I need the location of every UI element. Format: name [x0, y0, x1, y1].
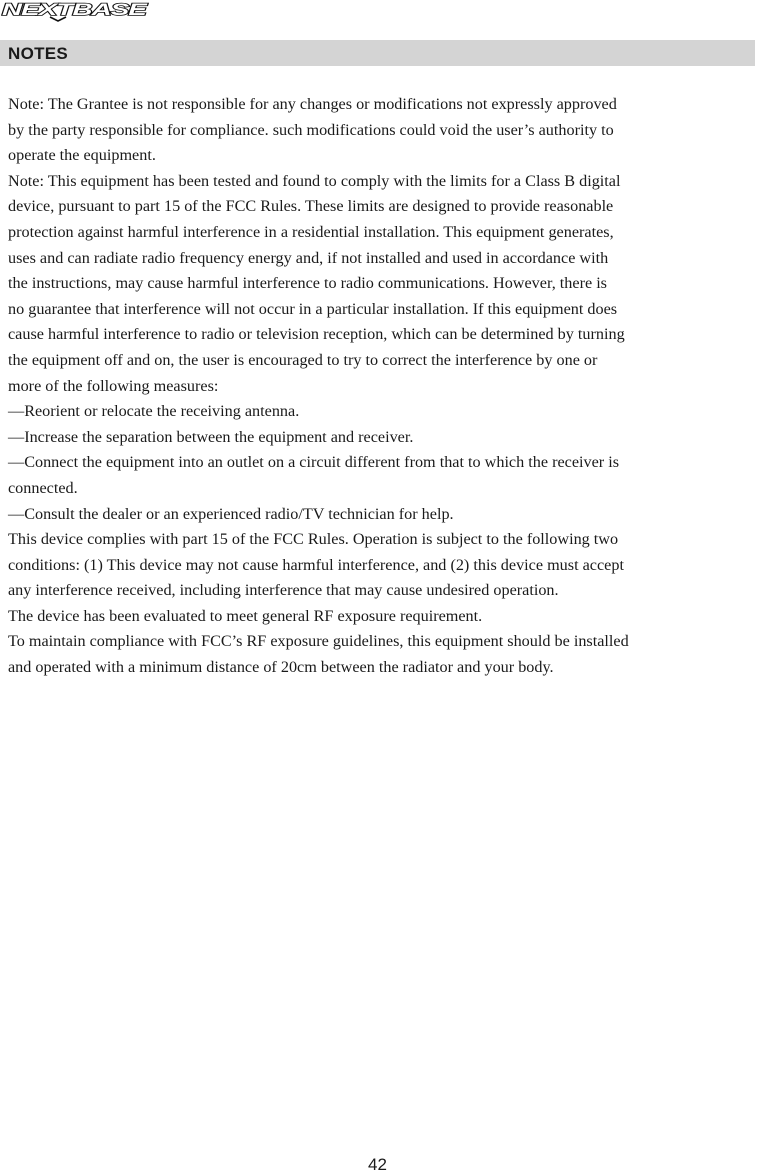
body-line: To maintain compliance with FCC’s RF exposure guidelines, this equipment should be installed	[8, 632, 629, 651]
body-line: This device complies with part 15 of the FCC Rules. Operation is subject to the following two	[8, 530, 619, 549]
nextbase-logo	[0, 0, 150, 22]
body-line: The device has been evaluated to meet general RF exposure requirement.	[8, 606, 483, 625]
measure-item: —Consult the dealer or an experienced radio/TV technician for help.	[8, 504, 454, 523]
page-number: 42	[368, 1155, 387, 1174]
body-line: conditions: (1) This device may not cause harmful interference, and (2) this device must accept	[8, 555, 624, 574]
body-line: Note: The Grantee is not responsible for any changes or modifications not expressly approved	[8, 95, 617, 113]
measure-item: connected.	[8, 478, 78, 497]
body-line: any interference received, including interference that may cause undesired operation.	[8, 581, 559, 600]
section-header-bar	[0, 40, 755, 66]
body-line: the instructions, may cause harmful interference to radio communications. However, there is	[8, 274, 607, 293]
measure-item: —Increase the separation between the equipment and receiver.	[8, 427, 414, 446]
body-line: cause harmful interference to radio or television reception, which can be determined by turning	[8, 325, 625, 344]
body-line: more of the following measures:	[8, 376, 219, 395]
body-line: Note: This equipment has been tested and found to comply with the limits for a Class B digital	[8, 171, 621, 190]
body-line: by the party responsible for compliance. such modifications could void the user’s authority to	[8, 120, 614, 139]
section-title: NOTES	[8, 44, 69, 63]
body-line: operate the equipment.	[8, 146, 156, 165]
nextbase-logo-mark	[0, 0, 150, 22]
body-line: no guarantee that interference will not occur in a particular installation. If this equipment does	[8, 299, 618, 318]
body-line: protection against harmful interference in a residential installation. This equipment generates,	[8, 222, 614, 241]
body-line: and operated with a minimum distance of 20cm between the radiator and your body.	[8, 658, 554, 677]
body-line: uses and can radiate radio frequency energy and, if not installed and used in accordance with	[8, 248, 609, 267]
body-line: device, pursuant to part 15 of the FCC Rules. These limits are designed to provide reasonable	[8, 197, 614, 216]
notes-body	[8, 92, 775, 681]
measure-item: —Connect the equipment into an outlet on a circuit different from that to which the receiver is	[8, 453, 620, 472]
body-line: the equipment off and on, the user is encouraged to try to correct the interference by one or	[8, 350, 598, 369]
logo-text: NEXTBASE	[2, 0, 148, 19]
measure-item: —Reorient or relocate the receiving antenna.	[8, 402, 300, 421]
